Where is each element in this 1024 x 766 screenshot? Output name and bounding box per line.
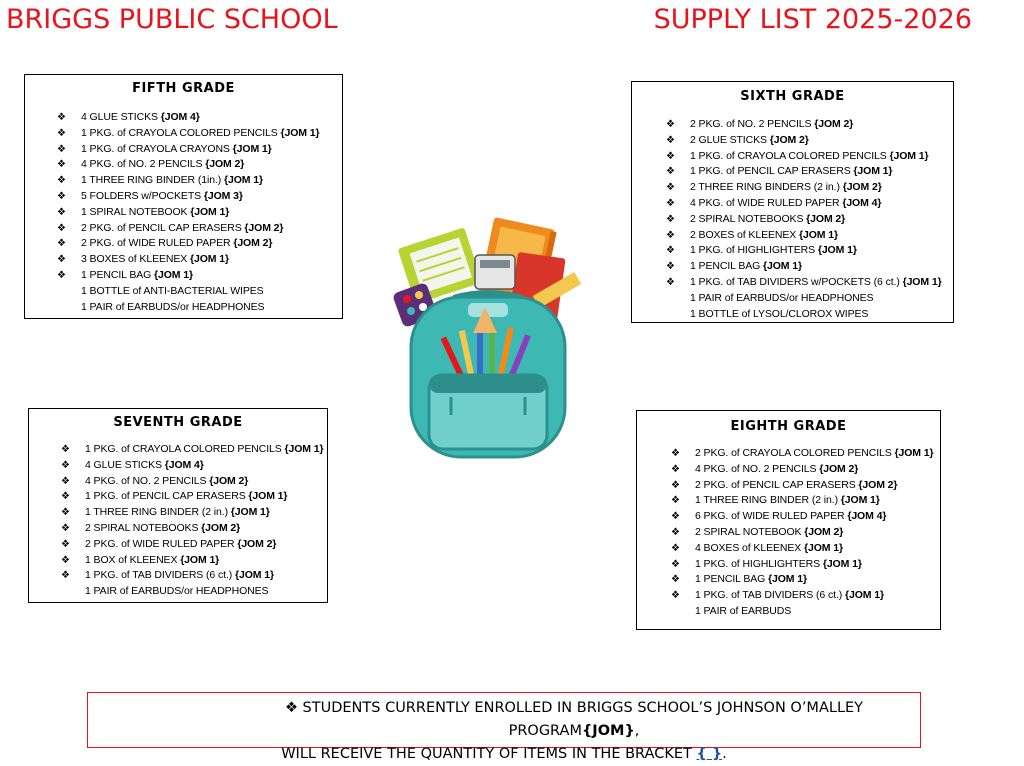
jom-quantity: {JOM 2} — [804, 525, 844, 538]
supply-item-text: 2 GLUE STICKS — [690, 133, 770, 146]
supply-item-text: 1 PKG. of TAB DIVIDERS (6 ct.) — [695, 589, 845, 602]
bullet-icon: ❖ — [57, 238, 66, 250]
bullet-icon: ❖ — [671, 542, 680, 554]
supply-item-text: 4 GLUE STICKS — [85, 458, 165, 471]
supply-item — [53, 221, 342, 237]
supply-item — [57, 568, 327, 584]
supply-item — [57, 584, 327, 600]
supply-item — [53, 205, 342, 221]
supply-item — [57, 505, 327, 521]
bullet-icon: ❖ — [61, 538, 70, 550]
jom-quantity: {JOM 2} — [814, 118, 854, 130]
jom-quantity: {JOM 1} — [768, 573, 807, 586]
supply-item — [662, 164, 953, 180]
supply-item — [667, 557, 940, 573]
supply-item-text: 2 SPIRAL NOTEBOOK — [695, 525, 805, 538]
note-line-2-text: WILL RECEIVE THE QUANTITY OF ITEMS IN THE BRACKET — [281, 746, 697, 762]
jom-quantity: {JOM 3} — [203, 189, 243, 202]
bullet-icon: ❖ — [61, 475, 70, 487]
supply-item — [53, 268, 342, 284]
supply-item — [662, 307, 953, 323]
jom-note — [87, 692, 921, 762]
school-name: BRIGGS PUBLIC SCHOOL — [6, 4, 338, 35]
jom-quantity: {JOM 1} — [894, 447, 934, 459]
note-line-1-text: STUDENTS CURRENTLY ENROLLED IN BRIGGS SCHOOL’S JOHNSON O’MALLEY PROGRAM — [302, 700, 864, 739]
bullet-icon: ❖ — [57, 254, 66, 266]
supply-item-text: 1 PKG. of HIGHLIGHTERS — [695, 557, 823, 570]
jom-quantity: {JOM 1} — [902, 275, 942, 288]
backpack-icon — [393, 215, 583, 460]
supply-item-text: 1 THREE RING BINDER (2 in.) — [85, 506, 231, 519]
bullet-icon: ❖ — [666, 276, 675, 288]
supply-item — [662, 133, 953, 149]
supply-item — [662, 243, 953, 259]
bullet-icon: ❖ — [666, 119, 675, 130]
bullet-icon: ❖ — [666, 197, 675, 209]
supply-item-text: 1 PENCIL BAG — [690, 260, 764, 273]
supply-item-text: 1 PKG. of CRAYOLA COLORED PENCILS — [85, 443, 285, 455]
jom-quantity: {JOM 4} — [842, 196, 882, 209]
jom-quantity: {JOM 1} — [853, 165, 893, 178]
supply-item — [57, 553, 327, 569]
note-jom-label: {JOM} — [581, 723, 635, 739]
bullet-icon: ❖ — [666, 134, 675, 146]
supply-item-text: 1 PKG. of TAB DIVIDERS w/POCKETS (6 ct.) — [690, 275, 903, 288]
fifth-grade-box — [24, 74, 343, 319]
bullet-icon: ❖ — [671, 495, 680, 507]
supply-item — [662, 117, 953, 133]
jom-quantity: {JOM 1} — [889, 149, 929, 162]
grade-title: SEVENTH GRADE — [113, 415, 243, 430]
bullet-icon: ❖ — [671, 448, 680, 459]
jom-quantity: {JOM 1} — [180, 553, 220, 566]
supply-item-text: 1 THREE RING BINDER (2 in.) — [695, 494, 841, 507]
supply-item — [662, 149, 953, 165]
supply-item — [662, 228, 953, 244]
supply-item-text: 6 PKG. of WIDE RULED PAPER — [695, 510, 848, 523]
supply-item-text: 1 PAIR of EARBUDS/or HEADPHONES — [81, 300, 265, 313]
bullet-icon: ❖ — [57, 127, 66, 139]
bullet-icon: ❖ — [61, 507, 70, 519]
jom-quantity: {JOM 2} — [842, 181, 882, 194]
supply-item-text: 4 PKG. of WIDE RULED PAPER — [690, 196, 843, 209]
supply-item-text: 4 BOXES of KLEENEX — [695, 541, 804, 554]
bullet-icon: ❖ — [671, 526, 680, 538]
supply-item — [662, 275, 953, 291]
supply-item-text: 4 GLUE STICKS — [81, 111, 161, 123]
jom-quantity: {JOM 1} — [799, 228, 838, 241]
jom-quantity: {JOM 2} — [201, 521, 241, 534]
supply-item — [53, 189, 342, 205]
supply-item-text: 1 PENCIL BAG — [695, 573, 769, 586]
bullet-icon: ❖ — [671, 511, 680, 523]
supply-item — [667, 588, 940, 604]
supply-item-text: 1 BOTTLE of LYSOL/CLOROX WIPES — [690, 307, 869, 320]
jom-quantity: {JOM 1} — [190, 253, 229, 266]
supply-item-text: 2 SPIRAL NOTEBOOKS — [85, 521, 202, 534]
supply-item — [53, 142, 342, 158]
bullet-icon: ❖ — [57, 222, 66, 234]
jom-quantity: {JOM 2} — [806, 212, 846, 225]
supply-item — [57, 537, 327, 553]
jom-quantity: {JOM 1} — [223, 174, 263, 187]
bullet-icon: ❖ — [57, 206, 66, 218]
supply-item-text: 1 PKG. of CRAYOLA CRAYONS — [81, 142, 233, 155]
bullet-icon: ❖ — [57, 143, 66, 155]
supply-item-text: 2 PKG. of PENCIL CAP ERASERS — [81, 221, 245, 234]
supply-item — [53, 236, 342, 252]
jom-quantity: {JOM 2} — [233, 237, 273, 250]
bullet-icon: ❖ — [666, 150, 675, 162]
supply-item-text: 2 PKG. of WIDE RULED PAPER — [85, 537, 238, 550]
jom-quantity: {JOM 1} — [154, 268, 193, 281]
sixth-grade-box — [631, 81, 954, 323]
supply-item — [662, 291, 953, 307]
supply-item — [53, 300, 342, 316]
supply-item — [662, 180, 953, 196]
jom-quantity: {JOM 2} — [819, 462, 859, 475]
supply-item-text: 1 PKG. of PENCIL CAP ERASERS — [85, 490, 249, 503]
note-line-2-end: . — [722, 746, 727, 762]
jom-quantity: {JOM 1} — [190, 205, 230, 218]
supply-item — [662, 196, 953, 212]
supply-item — [667, 493, 940, 509]
bullet-icon: ❖ — [671, 463, 680, 475]
supply-item-text: 2 PKG. of CRAYOLA COLORED PENCILS — [695, 447, 895, 459]
supply-item — [57, 474, 327, 490]
jom-quantity: {JOM 2} — [205, 158, 245, 171]
bullet-icon: ❖ — [671, 590, 680, 602]
bullet-icon: ❖ — [61, 459, 70, 471]
bullet-icon: ❖ — [671, 574, 680, 586]
jom-quantity: {JOM 2} — [858, 478, 898, 491]
bullet-icon: ❖ — [666, 213, 675, 225]
jom-quantity: {JOM 1} — [804, 541, 843, 554]
jom-quantity: {JOM 1} — [248, 490, 288, 503]
supply-item — [53, 284, 342, 300]
supply-item-text: 2 PKG. of NO. 2 PENCILS — [690, 118, 815, 130]
bullet-icon: ❖ — [57, 159, 66, 171]
supply-item-text: 1 PAIR of EARBUDS/or HEADPHONES — [85, 585, 269, 598]
jom-quantity: {JOM 1} — [230, 506, 270, 519]
bullet-icon: ❖ — [57, 269, 66, 281]
jom-quantity: {JOM 1} — [232, 142, 272, 155]
supply-item-text: 4 PKG. of NO. 2 PENCILS — [85, 474, 210, 487]
supply-item-text: 4 PKG. of NO. 2 PENCILS — [81, 158, 206, 171]
supply-item — [667, 462, 940, 478]
jom-quantity: {JOM 2} — [244, 221, 284, 234]
jom-quantity: {JOM 2} — [237, 537, 277, 550]
jom-quantity: {JOM 1} — [844, 589, 884, 602]
bullet-icon: ❖ — [666, 229, 675, 241]
supply-item-text: 1 BOX of KLEENEX — [85, 553, 181, 566]
supply-item-text: 3 BOXES of KLEENEX — [81, 253, 190, 266]
supply-item — [667, 541, 940, 557]
jom-quantity: {JOM 1} — [840, 494, 880, 507]
jom-quantity: {JOM 1} — [280, 126, 320, 139]
supply-item-text: 1 PKG. of CRAYOLA COLORED PENCILS — [690, 149, 890, 162]
supply-item — [57, 521, 327, 537]
supply-item-text: 1 PKG. of TAB DIVIDERS (6 ct.) — [85, 569, 235, 582]
jom-quantity: {JOM 2} — [769, 133, 809, 146]
supply-item-text: 1 PAIR of EARBUDS — [695, 604, 792, 617]
supply-item-text: 2 THREE RING BINDERS (2 in.) — [690, 181, 843, 194]
bullet-icon: ❖ — [61, 444, 70, 455]
jom-quantity: {JOM 2} — [209, 474, 249, 487]
supply-list — [662, 117, 953, 322]
note-line-1-end: , — [634, 723, 640, 739]
bullet-icon: ❖ — [666, 261, 675, 273]
supply-item — [57, 442, 327, 458]
seventh-grade-box — [28, 408, 328, 603]
supply-item — [667, 509, 940, 525]
supply-item-text: 1 PKG. of PENCIL CAP ERASERS — [690, 165, 854, 178]
jom-quantity: {JOM 4} — [847, 510, 887, 523]
grade-title: FIFTH GRADE — [132, 81, 235, 96]
supply-item — [53, 157, 342, 173]
eighth-grade-box — [636, 410, 941, 630]
supply-item-text: 1 PENCIL BAG — [81, 268, 155, 281]
supply-item — [667, 525, 940, 541]
supply-list — [53, 110, 342, 315]
note-bracket: { } — [696, 746, 723, 762]
bullet-icon: ❖ — [61, 522, 70, 534]
bullet-icon: ❖ — [57, 112, 66, 123]
supply-item — [667, 572, 940, 588]
supply-item-text: 2 BOXES of KLEENEX — [690, 228, 799, 241]
supply-item-text: 1 PKG. of CRAYOLA COLORED PENCILS — [81, 126, 281, 139]
supply-item-text: 1 PKG. of HIGHLIGHTERS — [690, 244, 818, 257]
supply-list-title: SUPPLY LIST 2025-2026 — [653, 4, 972, 35]
grade-title: EIGHTH GRADE — [730, 419, 847, 434]
jom-quantity: {JOM 1} — [822, 557, 862, 570]
supply-item-text: 1 THREE RING BINDER (1in.) — [81, 174, 224, 187]
jom-quantity: {JOM 1} — [817, 244, 857, 257]
supply-item — [667, 446, 940, 462]
supply-item — [53, 252, 342, 268]
note-line-2 — [281, 746, 727, 762]
supply-item-text: 1 PAIR of EARBUDS/or HEADPHONES — [690, 291, 874, 304]
supply-item — [57, 489, 327, 505]
bullet-icon: ❖ — [666, 166, 675, 178]
note-line-1 — [88, 697, 920, 743]
supply-item-text: 2 PKG. of PENCIL CAP ERASERS — [695, 478, 859, 491]
jom-quantity: {JOM 1} — [234, 569, 274, 582]
supply-item — [662, 212, 953, 228]
bullet-icon: ❖ — [57, 175, 66, 187]
bullet-icon: ❖ — [57, 190, 66, 202]
supply-item — [53, 173, 342, 189]
grade-title: SIXTH GRADE — [740, 89, 845, 104]
bullet-icon: ❖ — [666, 245, 675, 257]
supply-item — [57, 458, 327, 474]
supply-list — [57, 442, 327, 600]
supply-item — [667, 604, 940, 620]
supply-item-text: 1 SPIRAL NOTEBOOK — [81, 205, 191, 218]
supply-item-text: 1 BOTTLE of ANTI-BACTERIAL WIPES — [81, 284, 264, 297]
supply-item — [662, 259, 953, 275]
supply-item — [667, 478, 940, 494]
jom-quantity: {JOM 4} — [164, 458, 204, 471]
supply-item — [53, 110, 342, 126]
supply-item-text: 2 PKG. of WIDE RULED PAPER — [81, 237, 234, 250]
bullet-icon: ❖ — [671, 558, 680, 570]
jom-quantity: {JOM 1} — [763, 260, 802, 273]
bullet-icon: ❖ — [666, 182, 675, 194]
supply-item-text: 2 SPIRAL NOTEBOOKS — [690, 212, 807, 225]
supply-item — [53, 126, 342, 142]
bullet-icon: ❖ — [61, 554, 70, 566]
note-bullet: ❖ — [284, 700, 298, 716]
supply-list — [667, 446, 940, 620]
bullet-icon: ❖ — [671, 479, 680, 491]
bullet-icon: ❖ — [61, 570, 70, 582]
jom-quantity: {JOM 1} — [284, 443, 324, 455]
supply-item-text: 4 PKG. of NO. 2 PENCILS — [695, 462, 820, 475]
jom-quantity: {JOM 4} — [160, 111, 200, 123]
supply-item-text: 5 FOLDERS w/POCKETS — [81, 189, 204, 202]
bullet-icon: ❖ — [61, 491, 70, 503]
